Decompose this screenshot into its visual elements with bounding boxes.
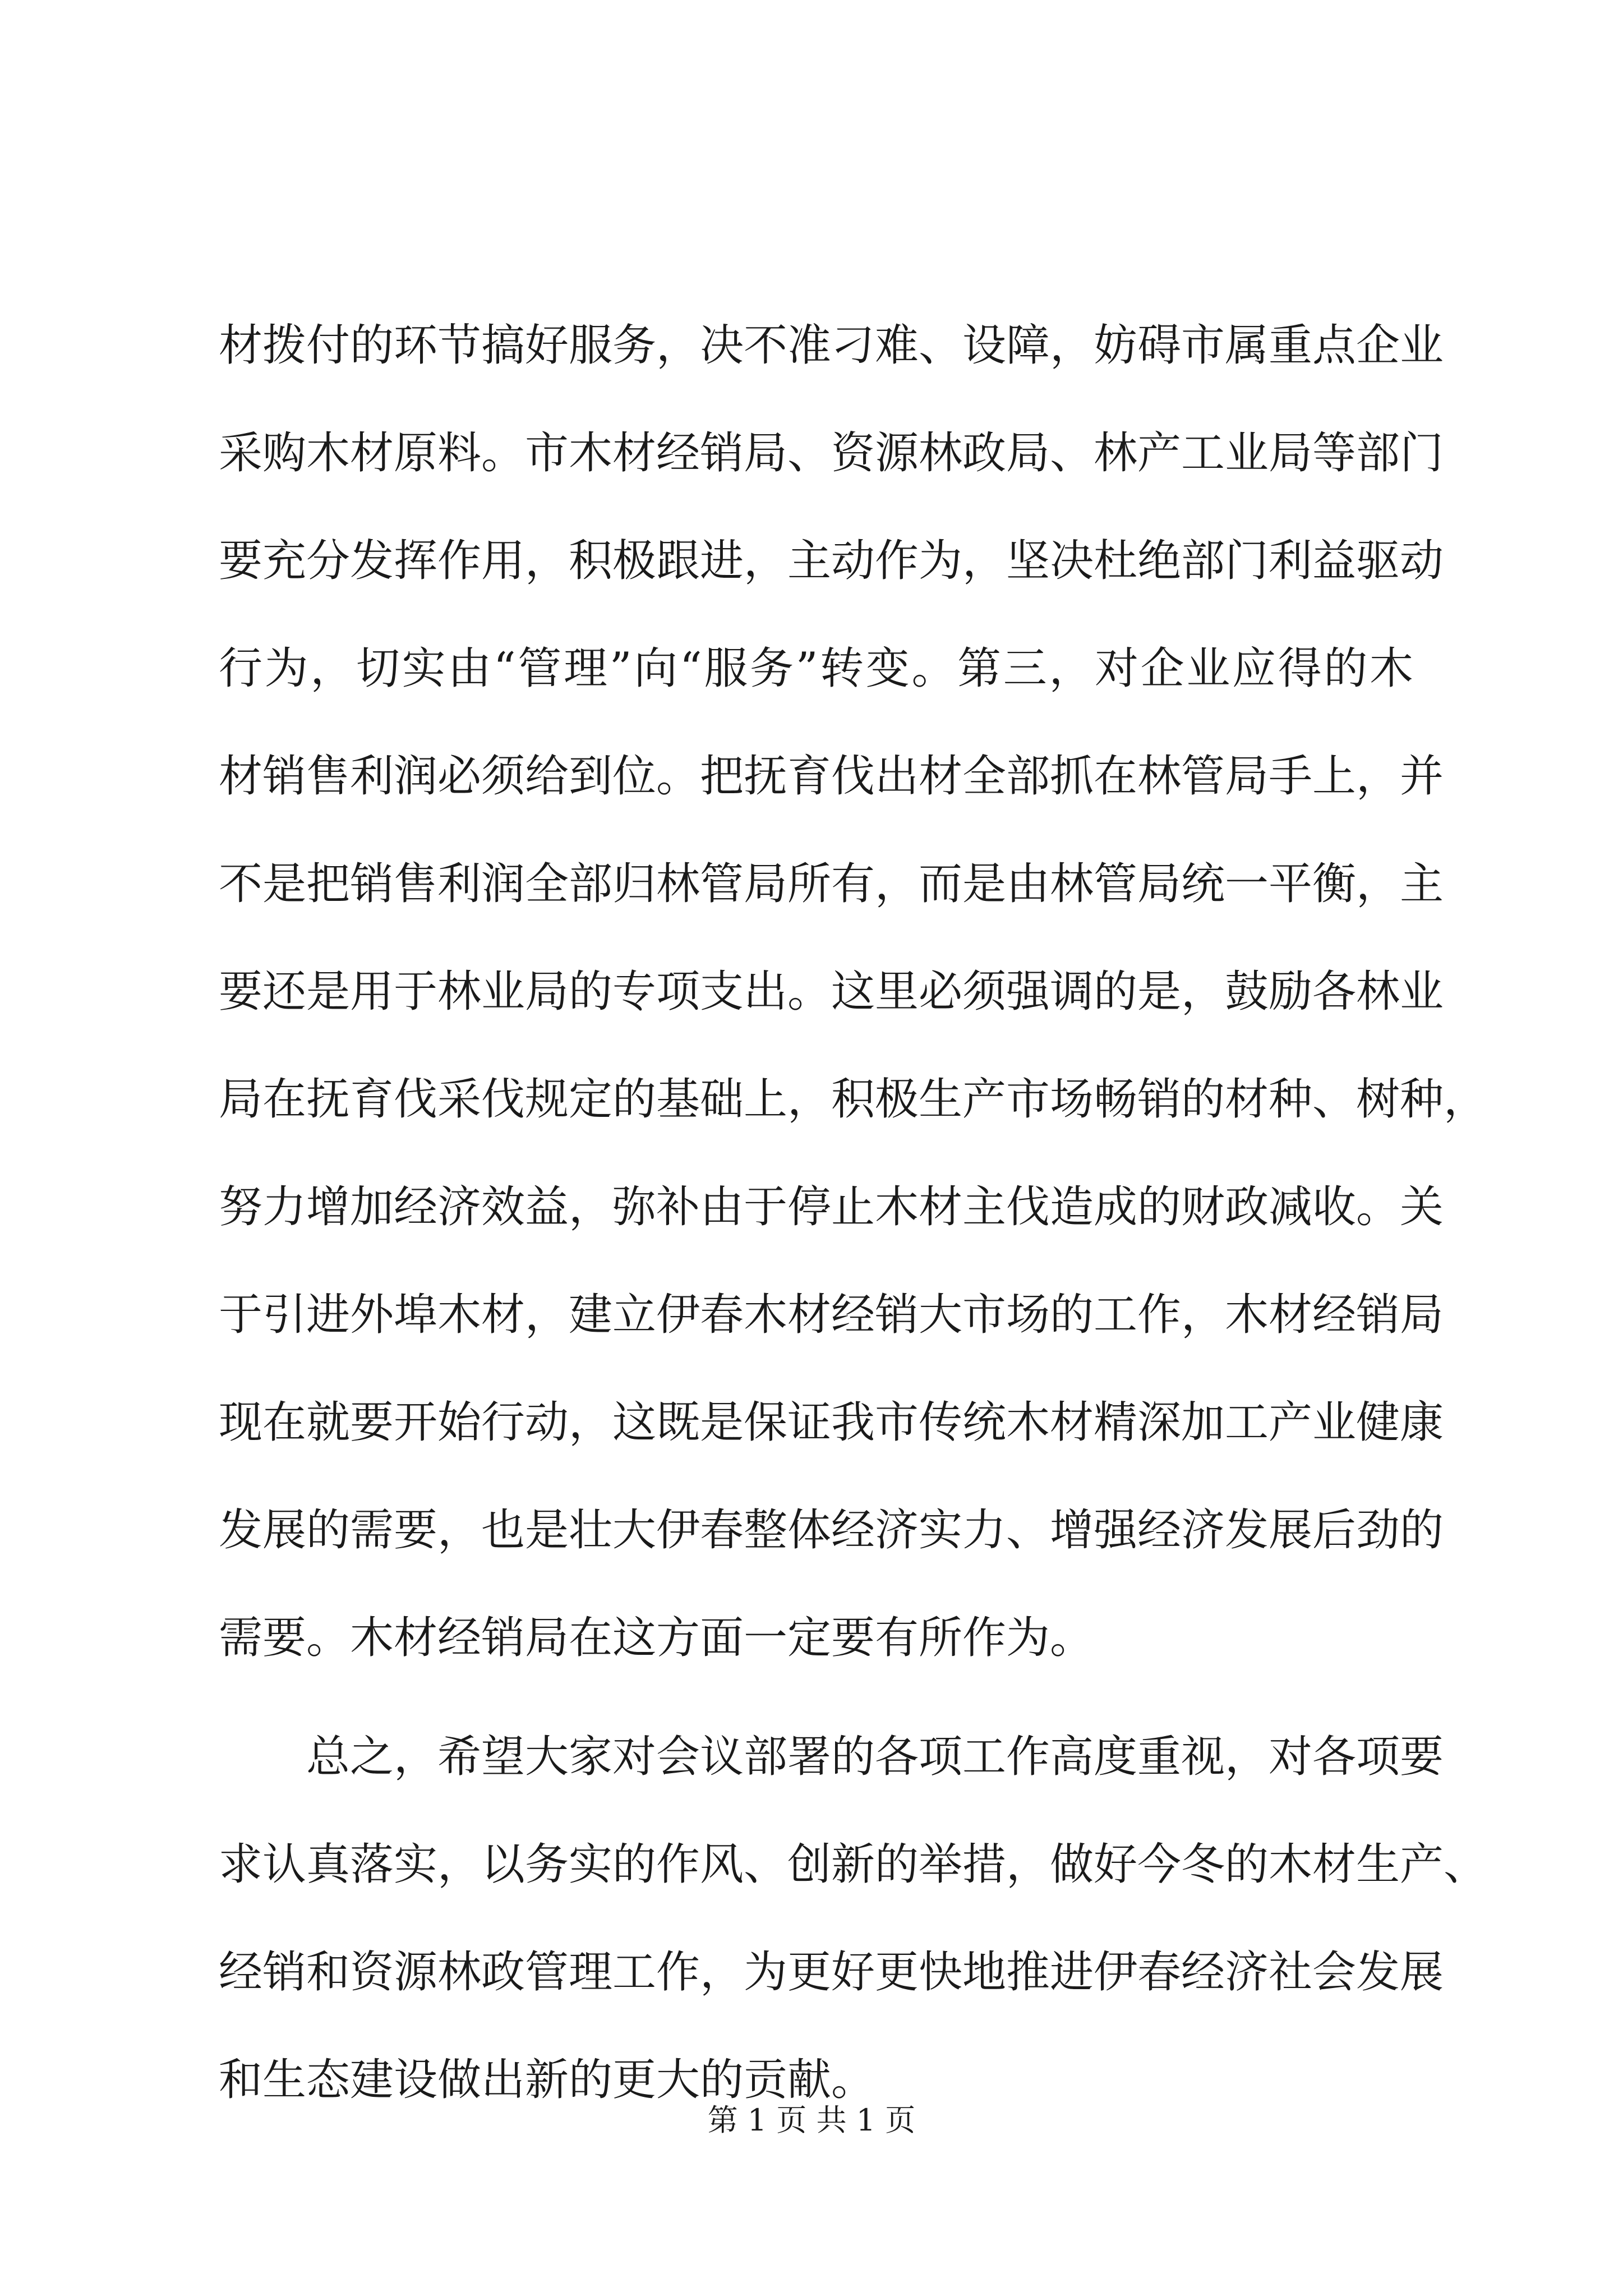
text-line: 要还是用于林业局的专项支出。这里必须强调的是，鼓励各林业: [219, 967, 1444, 1017]
text-line: 材拨付的环节搞好服务，决不准刁难、设障，妨碍市属重点企业: [219, 320, 1444, 371]
page-number-footer: 第 1 页 共 1 页: [707, 2102, 916, 2138]
document-body: [219, 292, 1488, 2134]
text-line: 发展的需要，也是壮大伊春整体经济实力、增强经济发展后劲的: [219, 1505, 1444, 1556]
paragraph-2: [219, 1703, 1488, 2134]
text-line: 行为，切实由“管理”向“服务”转变。第三，对企业应得的木: [219, 643, 1413, 694]
text-line: 现在就要开始行动，这既是保证我市传统木材精深加工产业健康: [219, 1397, 1444, 1448]
paragraph-1: [219, 292, 1488, 1692]
text-line: 需要。木材经销局在这方面一定要有所作为。: [219, 1613, 1094, 1663]
text-line: 采购木材原料。市木材经销局、资源林政局、林产工业局等部门: [219, 428, 1444, 478]
text-line: 于引进外埠木材，建立伊春木材经销大市场的工作，木材经销局: [219, 1290, 1444, 1340]
text-line: 和生态建设做出新的更大的贡献。: [219, 2055, 875, 2105]
text-line: 材销售利润必须给到位。把抚育伐出材全部抓在林管局手上，并: [219, 751, 1444, 802]
text-line: 经销和资源林政管理工作，为更好更快地推进伊春经济社会发展: [219, 1947, 1444, 1998]
paragraph-spacer: [219, 1692, 1413, 1703]
text-line: 要充分发挥作用，积极跟进，主动作为，坚决杜绝部门利益驱动: [219, 536, 1444, 586]
text-line: 局在抚育伐采伐规定的基础上，积极生产市场畅销的材种、树种，: [219, 1074, 1488, 1125]
text-line: 努力增加经济效益，弥补由于停止木材主伐造成的财政减收。关: [219, 1182, 1444, 1232]
text-line: 求认真落实，以务实的作风、创新的举措，做好今冬的木材生产、: [219, 1839, 1488, 1890]
text-line: 不是把销售利润全部归林管局所有，而是由林管局统一平衡，主: [219, 859, 1444, 909]
text-line: 总之，希望大家对会议部署的各项工作高度重视，对各项要: [306, 1732, 1444, 1782]
